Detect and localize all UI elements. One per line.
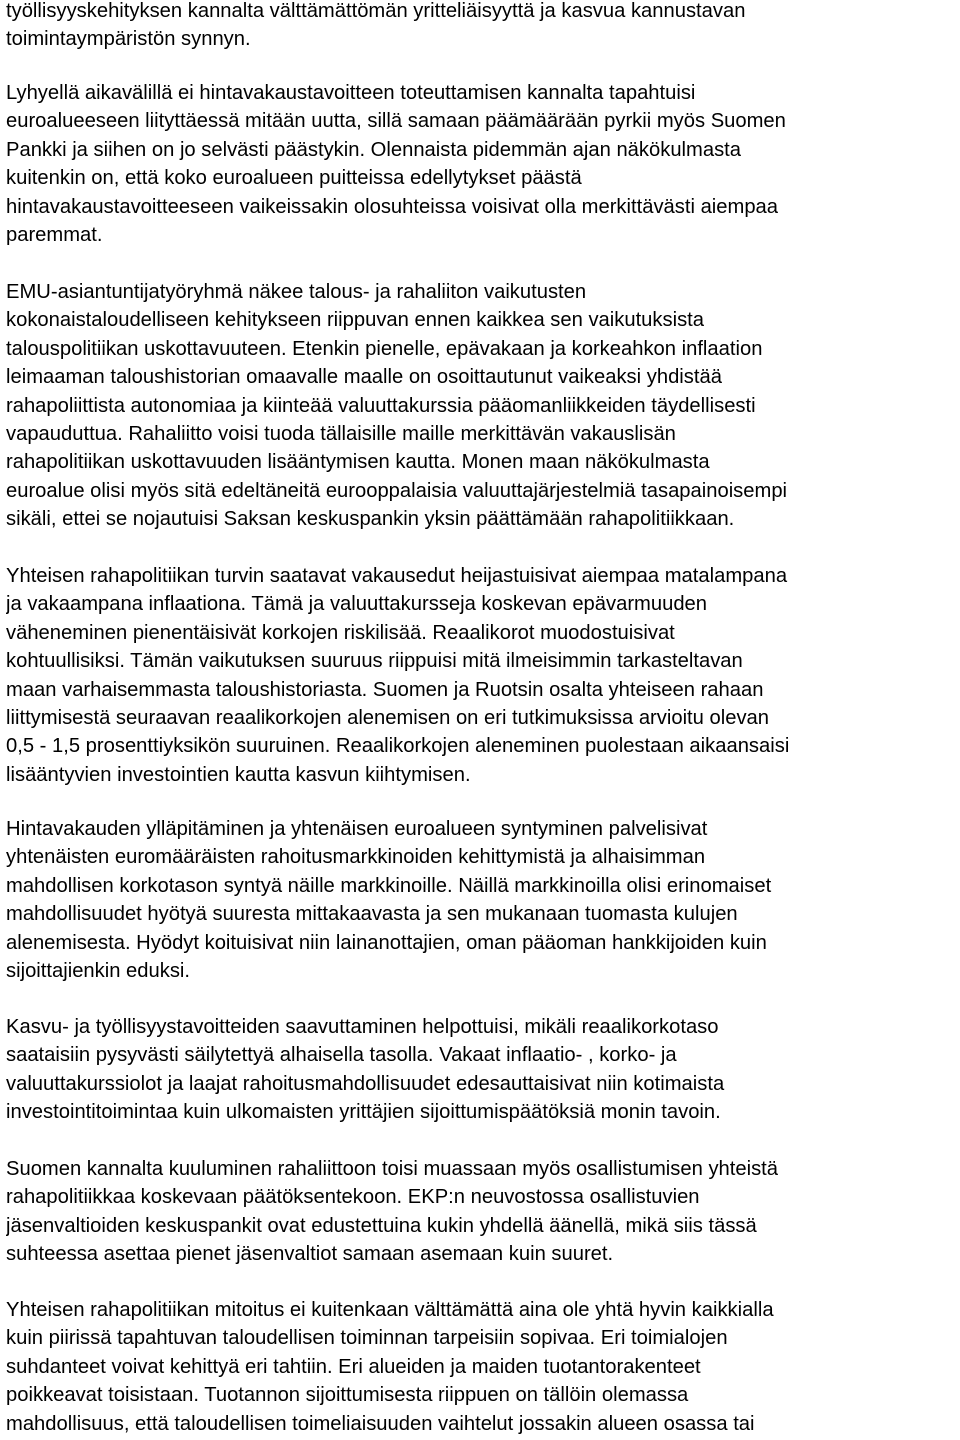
paragraph-4: Yhteisen rahapolitiikan turvin saatavat vakausedut heijastuisivat aiempaa matalampana ja vakaampana inflaationa. Tämä ja valuuttakursseja koskevan epävarmuuden väheneminen pienentäisivät korkojen riskilisää. Reaalikorot muodostuisivat kohtuullisiksi. Tämän vaikutuksen suuruus riippuisi mitä ilmeisimmin tarkasteltavan maan varhaisemmasta taloushistoriasta. Suomen ja Ruotsin osalta yhteiseen rahaan liittymisestä seuraavan reaalikorkojen alenemisen on eri tutkimuksissa arvioitu olevan 0,5 - 1,5 prosenttiyksikön suuruinen. Reaalikorkojen aleneminen puolestaan aikaansaisi lisääntyvien investointien kautta kasvun kiihtymisen. <box>6 565 790 786</box>
paragraph-2: Lyhyellä aikavälillä ei hintavakaustavoitteen toteuttamisen kannalta tapahtuisi euroalueeseen liityttäessä mitään uutta, sillä samaan päämäärään pyrkii myös Suomen Pankki ja siihen on jo selvästi päästykin. Olennaista pidemmän ajan näkökulmasta kuitenkin on, että koko euroalueen puitteissa edellytykset päästä hintavakaustavoitteeseen vaikeissakin olosuhteissa voisivat olla merkittävästi aiempaa paremmat. <box>6 82 786 247</box>
paragraph-5: Hintavakauden ylläpitäminen ja yhtenäisen euroalueen syntyminen palvelisivat yhtenäisten euromääräisten rahoitusmarkkinoiden kehittymistä ja alhaisimman mahdollisen korkotason syntyä näille markkinoille. Näillä markkinoilla olisi erinomaiset mahdollisuudet hyötyä suuresta mittakaavasta ja sen mukanaan tuomasta kulujen alenemisesta. Hyödyt koituisivat niin lainanottajien, oman pääoman hankkijoiden kuin sijoittajienkin eduksi. <box>6 818 772 983</box>
paragraph-8: Yhteisen rahapolitiikan mitoitus ei kuitenkaan välttämättä aina ole yhtä hyvin kaikkialla kuin piirissä tapahtuvan taloudellisen toiminnan tarpeisiin sopivaa. Eri toimialojen suhdanteet voivat kehittyä eri tahtiin. Eri alueiden ja maiden tuotantorakenteet poikkeavat toisistaan. Tuotannon sijoittumisesta riippuen on tällöin olemassa mahdollisuus, että taloudellisen toimeliaisuuden vaihtelut jossakin alueen osassa tai <box>6 1299 774 1435</box>
paragraph-7: Suomen kannalta kuuluminen rahaliittoon toisi muassaan myös osallistumisen yhteistä rahapolitiikkaa koskevaan päätöksentekoon. EKP:n neuvostossa osallistuvien jäsenvaltioiden keskuspankit ovat edustettuina kukin yhdellä äänellä, mikä siis tässä suhteessa asettaa pienet jäsenvaltiot samaan asemaan kuin suuret. <box>6 1158 779 1266</box>
paragraph-1: työllisyyskehityksen kannalta välttämättömän yritteliäisyyttä ja kasvua kannustavan toimintaympäristön synnyn. <box>6 0 746 51</box>
paragraph-3: EMU-asiantuntijatyöryhmä näkee talous- ja rahaliiton vaikutusten kokonaistaloudelliseen kehitykseen riippuvan ennen kaikkea sen vaikutuksista talouspolitiikan uskottavuuteen. Etenkin pienelle, epävakaan ja korkeahkon inflaation leimaaman taloushistorian omaavalle maalle on osoittautunut vaikeaksi yhdistää rahapoliittista autonomiaa ja kiinteää valuuttakurssia pääomanliikkeiden täydellisesti vapauduttua. Rahaliitto voisi tuoda tällaisille maille merkittävän vakauslisän rahapolitiikan uskottavuuden lisääntymisen kautta. Monen maan näkökulmasta euroalue olisi myös sitä edeltäneitä eurooppalaisia valuuttajärjestelmiä tasapainoisempi sikäli, ettei se nojautuisi Saksan keskuspankin yksin päättämään rahapolitiikkaan. <box>6 281 788 531</box>
paragraph-6: Kasvu- ja työllisyystavoitteiden saavuttaminen helpottuisi, mikäli reaalikorkotaso saataisiin pysyvästi säilytettyä alhaisella tasolla. Vakaat inflaatio- , korko- ja valuuttakurssiolot ja laajat rahoitusmahdollisuudet edesauttaisivat niin kotimaista investointitoimintaa kuin ulkomaisten yrittäjien sijoittumispäätöksiä monin tavoin. <box>6 1016 725 1124</box>
document-page <box>6 0 960 1440</box>
